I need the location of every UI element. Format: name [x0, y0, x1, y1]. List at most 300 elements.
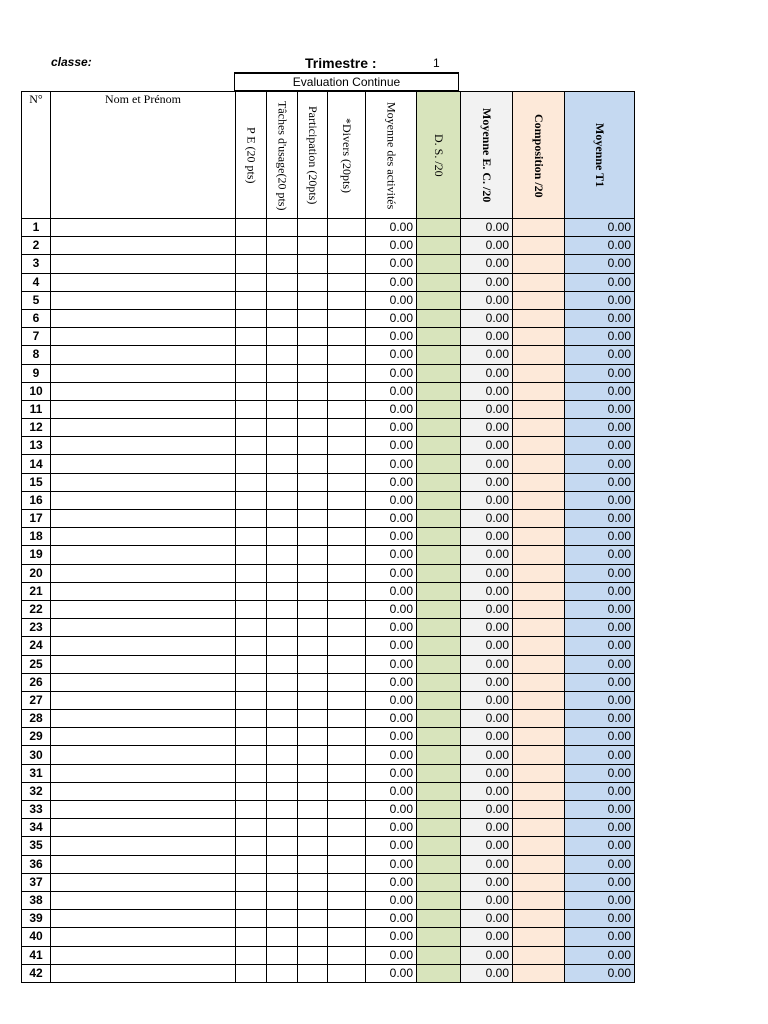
- participation-cell[interactable]: [298, 873, 328, 891]
- student-name-cell[interactable]: [51, 382, 236, 400]
- taches-cell[interactable]: [267, 637, 298, 655]
- student-name-cell[interactable]: [51, 910, 236, 928]
- ds-cell[interactable]: [417, 455, 461, 473]
- participation-cell[interactable]: [298, 855, 328, 873]
- divers-cell[interactable]: [328, 964, 366, 982]
- composition-cell[interactable]: [513, 237, 565, 255]
- participation-cell[interactable]: [298, 219, 328, 237]
- divers-cell[interactable]: [328, 946, 366, 964]
- pe-cell[interactable]: [236, 237, 267, 255]
- divers-cell[interactable]: [328, 309, 366, 327]
- composition-cell[interactable]: [513, 510, 565, 528]
- pe-cell[interactable]: [236, 582, 267, 600]
- composition-cell[interactable]: [513, 437, 565, 455]
- pe-cell[interactable]: [236, 291, 267, 309]
- pe-cell[interactable]: [236, 819, 267, 837]
- ds-cell[interactable]: [417, 582, 461, 600]
- student-name-cell[interactable]: [51, 291, 236, 309]
- divers-cell[interactable]: [328, 801, 366, 819]
- composition-cell[interactable]: [513, 819, 565, 837]
- divers-cell[interactable]: [328, 837, 366, 855]
- participation-cell[interactable]: [298, 837, 328, 855]
- ds-cell[interactable]: [417, 910, 461, 928]
- pe-cell[interactable]: [236, 764, 267, 782]
- taches-cell[interactable]: [267, 746, 298, 764]
- divers-cell[interactable]: [328, 346, 366, 364]
- ds-cell[interactable]: [417, 328, 461, 346]
- student-name-cell[interactable]: [51, 691, 236, 709]
- divers-cell[interactable]: [328, 546, 366, 564]
- taches-cell[interactable]: [267, 910, 298, 928]
- participation-cell[interactable]: [298, 910, 328, 928]
- composition-cell[interactable]: [513, 328, 565, 346]
- pe-cell[interactable]: [236, 964, 267, 982]
- taches-cell[interactable]: [267, 837, 298, 855]
- student-name-cell[interactable]: [51, 437, 236, 455]
- ds-cell[interactable]: [417, 764, 461, 782]
- taches-cell[interactable]: [267, 291, 298, 309]
- composition-cell[interactable]: [513, 364, 565, 382]
- composition-cell[interactable]: [513, 255, 565, 273]
- divers-cell[interactable]: [328, 328, 366, 346]
- divers-cell[interactable]: [328, 819, 366, 837]
- student-name-cell[interactable]: [51, 728, 236, 746]
- pe-cell[interactable]: [236, 328, 267, 346]
- ds-cell[interactable]: [417, 364, 461, 382]
- pe-cell[interactable]: [236, 801, 267, 819]
- ds-cell[interactable]: [417, 619, 461, 637]
- student-name-cell[interactable]: [51, 546, 236, 564]
- student-name-cell[interactable]: [51, 746, 236, 764]
- pe-cell[interactable]: [236, 619, 267, 637]
- composition-cell[interactable]: [513, 619, 565, 637]
- participation-cell[interactable]: [298, 419, 328, 437]
- student-name-cell[interactable]: [51, 891, 236, 909]
- pe-cell[interactable]: [236, 946, 267, 964]
- taches-cell[interactable]: [267, 764, 298, 782]
- participation-cell[interactable]: [298, 237, 328, 255]
- pe-cell[interactable]: [236, 510, 267, 528]
- composition-cell[interactable]: [513, 382, 565, 400]
- divers-cell[interactable]: [328, 273, 366, 291]
- divers-cell[interactable]: [328, 382, 366, 400]
- divers-cell[interactable]: [328, 528, 366, 546]
- participation-cell[interactable]: [298, 782, 328, 800]
- pe-cell[interactable]: [236, 691, 267, 709]
- student-name-cell[interactable]: [51, 219, 236, 237]
- divers-cell[interactable]: [328, 746, 366, 764]
- pe-cell[interactable]: [236, 837, 267, 855]
- student-name-cell[interactable]: [51, 655, 236, 673]
- taches-cell[interactable]: [267, 655, 298, 673]
- ds-cell[interactable]: [417, 528, 461, 546]
- ds-cell[interactable]: [417, 291, 461, 309]
- ds-cell[interactable]: [417, 710, 461, 728]
- student-name-cell[interactable]: [51, 855, 236, 873]
- student-name-cell[interactable]: [51, 710, 236, 728]
- taches-cell[interactable]: [267, 546, 298, 564]
- participation-cell[interactable]: [298, 546, 328, 564]
- participation-cell[interactable]: [298, 382, 328, 400]
- divers-cell[interactable]: [328, 582, 366, 600]
- taches-cell[interactable]: [267, 582, 298, 600]
- divers-cell[interactable]: [328, 673, 366, 691]
- composition-cell[interactable]: [513, 273, 565, 291]
- divers-cell[interactable]: [328, 419, 366, 437]
- composition-cell[interactable]: [513, 873, 565, 891]
- student-name-cell[interactable]: [51, 673, 236, 691]
- divers-cell[interactable]: [328, 491, 366, 509]
- taches-cell[interactable]: [267, 855, 298, 873]
- pe-cell[interactable]: [236, 782, 267, 800]
- taches-cell[interactable]: [267, 510, 298, 528]
- divers-cell[interactable]: [328, 255, 366, 273]
- composition-cell[interactable]: [513, 291, 565, 309]
- taches-cell[interactable]: [267, 801, 298, 819]
- student-name-cell[interactable]: [51, 455, 236, 473]
- pe-cell[interactable]: [236, 309, 267, 327]
- divers-cell[interactable]: [328, 364, 366, 382]
- divers-cell[interactable]: [328, 564, 366, 582]
- taches-cell[interactable]: [267, 419, 298, 437]
- composition-cell[interactable]: [513, 637, 565, 655]
- participation-cell[interactable]: [298, 364, 328, 382]
- ds-cell[interactable]: [417, 382, 461, 400]
- student-name-cell[interactable]: [51, 237, 236, 255]
- participation-cell[interactable]: [298, 582, 328, 600]
- student-name-cell[interactable]: [51, 364, 236, 382]
- student-name-cell[interactable]: [51, 764, 236, 782]
- taches-cell[interactable]: [267, 710, 298, 728]
- composition-cell[interactable]: [513, 546, 565, 564]
- participation-cell[interactable]: [298, 328, 328, 346]
- ds-cell[interactable]: [417, 946, 461, 964]
- divers-cell[interactable]: [328, 600, 366, 618]
- student-name-cell[interactable]: [51, 837, 236, 855]
- ds-cell[interactable]: [417, 473, 461, 491]
- divers-cell[interactable]: [328, 437, 366, 455]
- divers-cell[interactable]: [328, 928, 366, 946]
- student-name-cell[interactable]: [51, 328, 236, 346]
- ds-cell[interactable]: [417, 801, 461, 819]
- divers-cell[interactable]: [328, 710, 366, 728]
- composition-cell[interactable]: [513, 600, 565, 618]
- pe-cell[interactable]: [236, 419, 267, 437]
- participation-cell[interactable]: [298, 400, 328, 418]
- student-name-cell[interactable]: [51, 619, 236, 637]
- composition-cell[interactable]: [513, 673, 565, 691]
- participation-cell[interactable]: [298, 728, 328, 746]
- composition-cell[interactable]: [513, 837, 565, 855]
- composition-cell[interactable]: [513, 309, 565, 327]
- divers-cell[interactable]: [328, 782, 366, 800]
- ds-cell[interactable]: [417, 655, 461, 673]
- participation-cell[interactable]: [298, 564, 328, 582]
- participation-cell[interactable]: [298, 764, 328, 782]
- pe-cell[interactable]: [236, 655, 267, 673]
- divers-cell[interactable]: [328, 219, 366, 237]
- divers-cell[interactable]: [328, 691, 366, 709]
- participation-cell[interactable]: [298, 801, 328, 819]
- taches-cell[interactable]: [267, 964, 298, 982]
- taches-cell[interactable]: [267, 891, 298, 909]
- participation-cell[interactable]: [298, 528, 328, 546]
- participation-cell[interactable]: [298, 346, 328, 364]
- pe-cell[interactable]: [236, 600, 267, 618]
- student-name-cell[interactable]: [51, 600, 236, 618]
- pe-cell[interactable]: [236, 491, 267, 509]
- student-name-cell[interactable]: [51, 637, 236, 655]
- ds-cell[interactable]: [417, 928, 461, 946]
- student-name-cell[interactable]: [51, 928, 236, 946]
- student-name-cell[interactable]: [51, 309, 236, 327]
- divers-cell[interactable]: [328, 655, 366, 673]
- divers-cell[interactable]: [328, 873, 366, 891]
- taches-cell[interactable]: [267, 928, 298, 946]
- divers-cell[interactable]: [328, 291, 366, 309]
- participation-cell[interactable]: [298, 510, 328, 528]
- taches-cell[interactable]: [267, 237, 298, 255]
- participation-cell[interactable]: [298, 928, 328, 946]
- composition-cell[interactable]: [513, 473, 565, 491]
- pe-cell[interactable]: [236, 382, 267, 400]
- pe-cell[interactable]: [236, 891, 267, 909]
- taches-cell[interactable]: [267, 364, 298, 382]
- pe-cell[interactable]: [236, 546, 267, 564]
- taches-cell[interactable]: [267, 255, 298, 273]
- participation-cell[interactable]: [298, 273, 328, 291]
- taches-cell[interactable]: [267, 309, 298, 327]
- composition-cell[interactable]: [513, 346, 565, 364]
- pe-cell[interactable]: [236, 746, 267, 764]
- table-row: [22, 455, 635, 473]
- ds-cell[interactable]: [417, 346, 461, 364]
- pe-cell[interactable]: [236, 273, 267, 291]
- taches-cell[interactable]: [267, 528, 298, 546]
- divers-cell[interactable]: [328, 510, 366, 528]
- pe-cell[interactable]: [236, 873, 267, 891]
- participation-cell[interactable]: [298, 673, 328, 691]
- table-row: [22, 710, 635, 728]
- taches-cell[interactable]: [267, 564, 298, 582]
- pe-cell[interactable]: [236, 364, 267, 382]
- ds-cell[interactable]: [417, 309, 461, 327]
- composition-cell[interactable]: [513, 964, 565, 982]
- pe-cell[interactable]: [236, 455, 267, 473]
- taches-cell[interactable]: [267, 491, 298, 509]
- ds-cell[interactable]: [417, 219, 461, 237]
- pe-cell[interactable]: [236, 728, 267, 746]
- participation-cell[interactable]: [298, 255, 328, 273]
- composition-cell[interactable]: [513, 710, 565, 728]
- composition-cell[interactable]: [513, 782, 565, 800]
- participation-cell[interactable]: [298, 437, 328, 455]
- pe-cell[interactable]: [236, 928, 267, 946]
- ds-cell[interactable]: [417, 510, 461, 528]
- ds-cell[interactable]: [417, 491, 461, 509]
- ds-cell[interactable]: [417, 855, 461, 873]
- pe-cell[interactable]: [236, 855, 267, 873]
- composition-cell[interactable]: [513, 455, 565, 473]
- participation-cell[interactable]: [298, 746, 328, 764]
- ds-cell[interactable]: [417, 673, 461, 691]
- composition-cell[interactable]: [513, 219, 565, 237]
- ds-cell[interactable]: [417, 819, 461, 837]
- taches-cell[interactable]: [267, 946, 298, 964]
- participation-cell[interactable]: [298, 655, 328, 673]
- student-name-cell[interactable]: [51, 819, 236, 837]
- taches-cell[interactable]: [267, 600, 298, 618]
- taches-cell[interactable]: [267, 728, 298, 746]
- student-name-cell[interactable]: [51, 528, 236, 546]
- divers-cell[interactable]: [328, 473, 366, 491]
- composition-cell[interactable]: [513, 528, 565, 546]
- pe-cell[interactable]: [236, 255, 267, 273]
- student-name-cell[interactable]: [51, 346, 236, 364]
- taches-cell[interactable]: [267, 691, 298, 709]
- moyenne-activites-cell: 0.00: [366, 673, 417, 691]
- composition-cell[interactable]: [513, 419, 565, 437]
- ds-cell[interactable]: [417, 400, 461, 418]
- pe-cell[interactable]: [236, 400, 267, 418]
- participation-cell[interactable]: [298, 455, 328, 473]
- participation-cell[interactable]: [298, 710, 328, 728]
- divers-cell[interactable]: [328, 400, 366, 418]
- taches-cell[interactable]: [267, 873, 298, 891]
- composition-cell[interactable]: [513, 728, 565, 746]
- taches-cell[interactable]: [267, 437, 298, 455]
- taches-cell[interactable]: [267, 473, 298, 491]
- student-name-cell[interactable]: [51, 491, 236, 509]
- ds-cell[interactable]: [417, 728, 461, 746]
- divers-cell[interactable]: [328, 728, 366, 746]
- composition-cell[interactable]: [513, 855, 565, 873]
- student-name-cell[interactable]: [51, 946, 236, 964]
- divers-cell[interactable]: [328, 891, 366, 909]
- ds-cell[interactable]: [417, 564, 461, 582]
- student-name-cell[interactable]: [51, 473, 236, 491]
- divers-cell[interactable]: [328, 855, 366, 873]
- ds-cell[interactable]: [417, 837, 461, 855]
- ds-cell[interactable]: [417, 437, 461, 455]
- participation-cell[interactable]: [298, 891, 328, 909]
- divers-cell[interactable]: [328, 237, 366, 255]
- participation-cell[interactable]: [298, 819, 328, 837]
- taches-cell[interactable]: [267, 346, 298, 364]
- pe-cell[interactable]: [236, 219, 267, 237]
- pe-cell[interactable]: [236, 437, 267, 455]
- ds-cell[interactable]: [417, 637, 461, 655]
- divers-cell[interactable]: [328, 910, 366, 928]
- student-name-cell[interactable]: [51, 873, 236, 891]
- ds-cell[interactable]: [417, 273, 461, 291]
- participation-cell[interactable]: [298, 473, 328, 491]
- composition-cell[interactable]: [513, 746, 565, 764]
- student-name-cell[interactable]: [51, 801, 236, 819]
- composition-cell[interactable]: [513, 891, 565, 909]
- divers-cell[interactable]: [328, 637, 366, 655]
- taches-cell[interactable]: [267, 219, 298, 237]
- ds-cell[interactable]: [417, 964, 461, 982]
- composition-cell[interactable]: [513, 928, 565, 946]
- student-name-cell[interactable]: [51, 964, 236, 982]
- ds-cell[interactable]: [417, 237, 461, 255]
- composition-cell[interactable]: [513, 801, 565, 819]
- composition-cell[interactable]: [513, 691, 565, 709]
- composition-cell[interactable]: [513, 946, 565, 964]
- taches-cell[interactable]: [267, 273, 298, 291]
- student-name-cell[interactable]: [51, 419, 236, 437]
- taches-cell[interactable]: [267, 400, 298, 418]
- student-name-cell[interactable]: [51, 400, 236, 418]
- taches-cell[interactable]: [267, 673, 298, 691]
- participation-cell[interactable]: [298, 491, 328, 509]
- participation-cell[interactable]: [298, 691, 328, 709]
- composition-cell[interactable]: [513, 400, 565, 418]
- composition-cell[interactable]: [513, 910, 565, 928]
- taches-cell[interactable]: [267, 382, 298, 400]
- pe-cell[interactable]: [236, 564, 267, 582]
- student-name-cell[interactable]: [51, 782, 236, 800]
- pe-cell[interactable]: [236, 473, 267, 491]
- ds-cell[interactable]: [417, 873, 461, 891]
- composition-cell[interactable]: [513, 491, 565, 509]
- participation-cell[interactable]: [298, 946, 328, 964]
- composition-cell[interactable]: [513, 655, 565, 673]
- ds-cell[interactable]: [417, 255, 461, 273]
- composition-cell[interactable]: [513, 582, 565, 600]
- taches-cell[interactable]: [267, 328, 298, 346]
- participation-cell[interactable]: [298, 309, 328, 327]
- trimestre-value[interactable]: 1: [433, 56, 440, 70]
- ds-cell[interactable]: [417, 891, 461, 909]
- pe-cell[interactable]: [236, 528, 267, 546]
- moyenne-ec-cell: 0.00: [461, 309, 513, 327]
- ds-cell[interactable]: [417, 746, 461, 764]
- student-name-cell[interactable]: [51, 582, 236, 600]
- composition-cell[interactable]: [513, 564, 565, 582]
- student-name-cell[interactable]: [51, 564, 236, 582]
- ds-cell[interactable]: [417, 419, 461, 437]
- participation-cell[interactable]: [298, 619, 328, 637]
- ds-cell[interactable]: [417, 782, 461, 800]
- moyenne-t1-cell: 0.00: [565, 964, 635, 982]
- student-name-cell[interactable]: [51, 255, 236, 273]
- ds-cell[interactable]: [417, 600, 461, 618]
- ds-cell[interactable]: [417, 546, 461, 564]
- taches-cell[interactable]: [267, 782, 298, 800]
- ds-cell[interactable]: [417, 691, 461, 709]
- participation-cell[interactable]: [298, 637, 328, 655]
- pe-cell[interactable]: [236, 637, 267, 655]
- pe-cell[interactable]: [236, 910, 267, 928]
- pe-cell[interactable]: [236, 710, 267, 728]
- participation-cell[interactable]: [298, 600, 328, 618]
- composition-cell[interactable]: [513, 764, 565, 782]
- participation-cell[interactable]: [298, 964, 328, 982]
- divers-cell[interactable]: [328, 764, 366, 782]
- pe-cell[interactable]: [236, 673, 267, 691]
- taches-cell[interactable]: [267, 619, 298, 637]
- student-name-cell[interactable]: [51, 273, 236, 291]
- divers-cell[interactable]: [328, 619, 366, 637]
- taches-cell[interactable]: [267, 819, 298, 837]
- pe-cell[interactable]: [236, 346, 267, 364]
- participation-cell[interactable]: [298, 291, 328, 309]
- taches-cell[interactable]: [267, 455, 298, 473]
- divers-cell[interactable]: [328, 455, 366, 473]
- student-name-cell[interactable]: [51, 510, 236, 528]
